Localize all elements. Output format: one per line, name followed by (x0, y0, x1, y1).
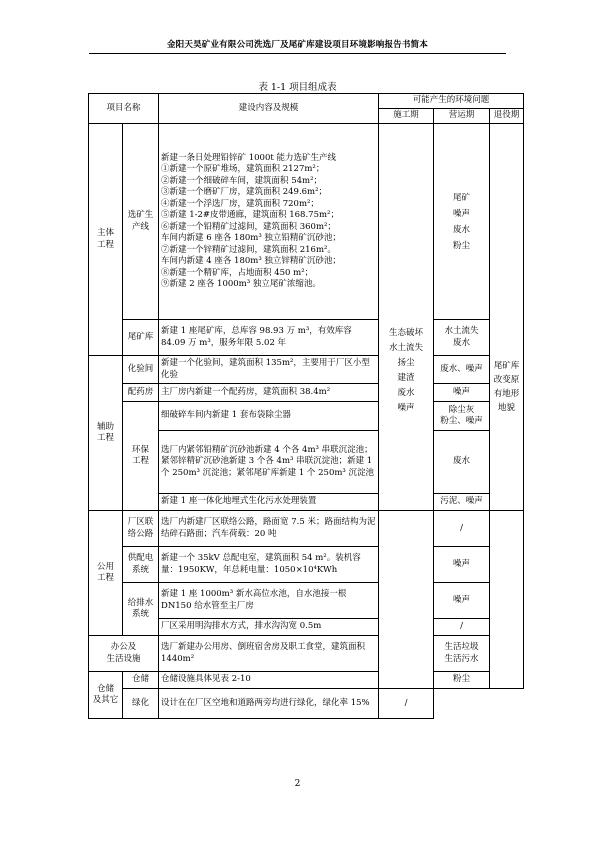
drain-content: 厂区采用明沟排水方式，排水沟沟宽 0.5m (159, 619, 379, 636)
road-ops: / (434, 511, 490, 547)
drug-room-ops: 噪声 (434, 384, 490, 402)
page-number: 2 (294, 779, 301, 789)
drug-room-content: 主厂房内新建一个配药房，建筑面积 38.4m² (159, 384, 379, 402)
header-content: 建设内容及规模 (159, 94, 379, 124)
production-line-label: 选矿生 产线 (123, 124, 159, 320)
retire-spacer-top (490, 124, 524, 356)
dust-ops: 除尘灰 粉尘、噪声 (434, 402, 490, 431)
greening-ops: / (379, 689, 434, 719)
tailings-content: 新建 1 座尾矿库，总库容 98.93 万 m³，有效库容 84.09 万 m³，服务年限 5.02 年 (159, 320, 379, 356)
page-header: 金阳天昊矿业有限公司洗选厂及尾矿库建设项目环境影响报告书简本 (166, 40, 428, 50)
greening-content: 设计在在厂区空地和道路两旁均进行绿化，绿化率 15% (159, 689, 379, 719)
production-line-ops: 尾矿 噪声 废水 粉尘 (434, 124, 490, 320)
aux-project-label: 辅助 工程 (89, 356, 123, 511)
drain-ops: / (434, 619, 490, 636)
road-content: 选厂内新建厂区联络公路，路面宽 7.5 米；路面结构为泥结碎石路面；汽车荷载：20 吨 (159, 511, 379, 547)
header-operation: 营运期 (434, 109, 490, 124)
storage-label: 仓储 (123, 672, 159, 689)
lab-content: 新建一个化验间，建筑面积 135m²，主要用于厂区小型化验 (159, 356, 379, 384)
water-ops: 噪声 (434, 583, 490, 619)
header-construction: 施工期 (379, 109, 434, 124)
tailings-label: 尾矿库 (123, 320, 159, 356)
storage-ops: 粉尘 (434, 672, 490, 689)
lab-ops: 废水、噪声 (434, 356, 490, 384)
construction-spacer-top (379, 124, 434, 356)
public-project-label: 公用 工程 (89, 511, 123, 636)
construction-issues: 生态破坏 水土流失 扬尘 建渣 废水 噪声 (379, 356, 434, 511)
sand-pool-ops: 废水 (434, 431, 490, 494)
power-label: 供配电 系统 (123, 547, 159, 583)
office-label: 办公及 生活设施 (89, 636, 159, 672)
water-content: 新建 1 座 1000m³ 新水高位水池，自水池接一根 DN150 给水管至主厂房 (159, 583, 379, 619)
header-project-name: 项目名称 (89, 94, 159, 124)
water-label: 给排水 系统 (123, 583, 159, 636)
lab-label: 化验间 (123, 356, 159, 384)
drug-room-label: 配药房 (123, 384, 159, 402)
header-env-issues: 可能产生的环境问题 (379, 94, 524, 109)
retire-issues: 尾矿库 改变原 有地形 地貌 (490, 356, 524, 511)
header-rule (89, 53, 506, 54)
production-line-content: 新建一条日处理铅锌矿 1000t 能力选矿生产线 ①新建一个原矿堆场，建筑面积 2127m²； ②新建一个细破碎车间，建筑面积 54m²； ③新建一个磨矿厂房，建筑面积 249.6m²； ④新建一个浮选厂房，建筑面积 720m²； ⑤新建 1-2#皮带通廊，建筑面积 168.75m²； ⑥新建一个铅精矿过滤间，建筑面积 360m²； 车间内新建 6 座各 180m³ 独立铅精矿沉砂池； ⑦新建一个锌精矿过滤间，建筑面积 216m²。 车间内新建 4 座各 180m³ 独立锌精矿沉砂池； ⑧新建一个精矿库，占地面积 450 m²； ⑨新建 2 座各 1000m³ 独立尾矿浓缩池。 (159, 124, 379, 320)
road-label: 厂区联 络公路 (123, 511, 159, 547)
retire-spacer-bottom (490, 511, 524, 689)
table-caption: 表 1-1 项目组成表 (258, 82, 337, 93)
tailings-ops: 水土流失 废水 (434, 320, 490, 356)
sand-pool-content: 选厂内紧邻铅精矿沉砂池新建 4 个各 4m³ 串联沉淀池；紧邻锌精矿沉砂池新建 3 个各 4m³ 串联沉淀池；新建 1 个 250m³ 沉淀池；紧邻尾矿库新建 1 个 250m³ 沉淀池 (159, 431, 379, 494)
construction-spacer-bottom (379, 511, 434, 689)
greening-label: 绿化 (123, 689, 159, 719)
main-project-label: 主体 工程 (89, 124, 123, 356)
storage-other-label: 仓储 及其它 (89, 672, 123, 719)
storage-content: 仓储设施具体见表 2-10 (159, 672, 379, 689)
env-protection-label: 环保 工程 (123, 402, 159, 511)
sewage-ops: 污泥、噪声 (434, 494, 490, 511)
office-content: 选厂新建办公用房、倒班宿舍房及职工食堂，建筑面积 1440m² (159, 636, 379, 672)
office-ops: 生活垃圾 生活污水 (434, 636, 490, 672)
header-retire: 退役期 (490, 109, 524, 124)
project-composition-table (88, 93, 524, 719)
power-content: 新建一个 35kV 总配电室，建筑面积 54 m²。装机容量：1950KW，年总耗电量：1050×10⁴KWh (159, 547, 379, 583)
sewage-content: 新建 1 座一体化地埋式生化污水处理装置 (159, 494, 379, 511)
power-ops: 噪声 (434, 547, 490, 583)
dust-content: 细破碎车间内新建 1 套布袋除尘器 (159, 402, 379, 431)
